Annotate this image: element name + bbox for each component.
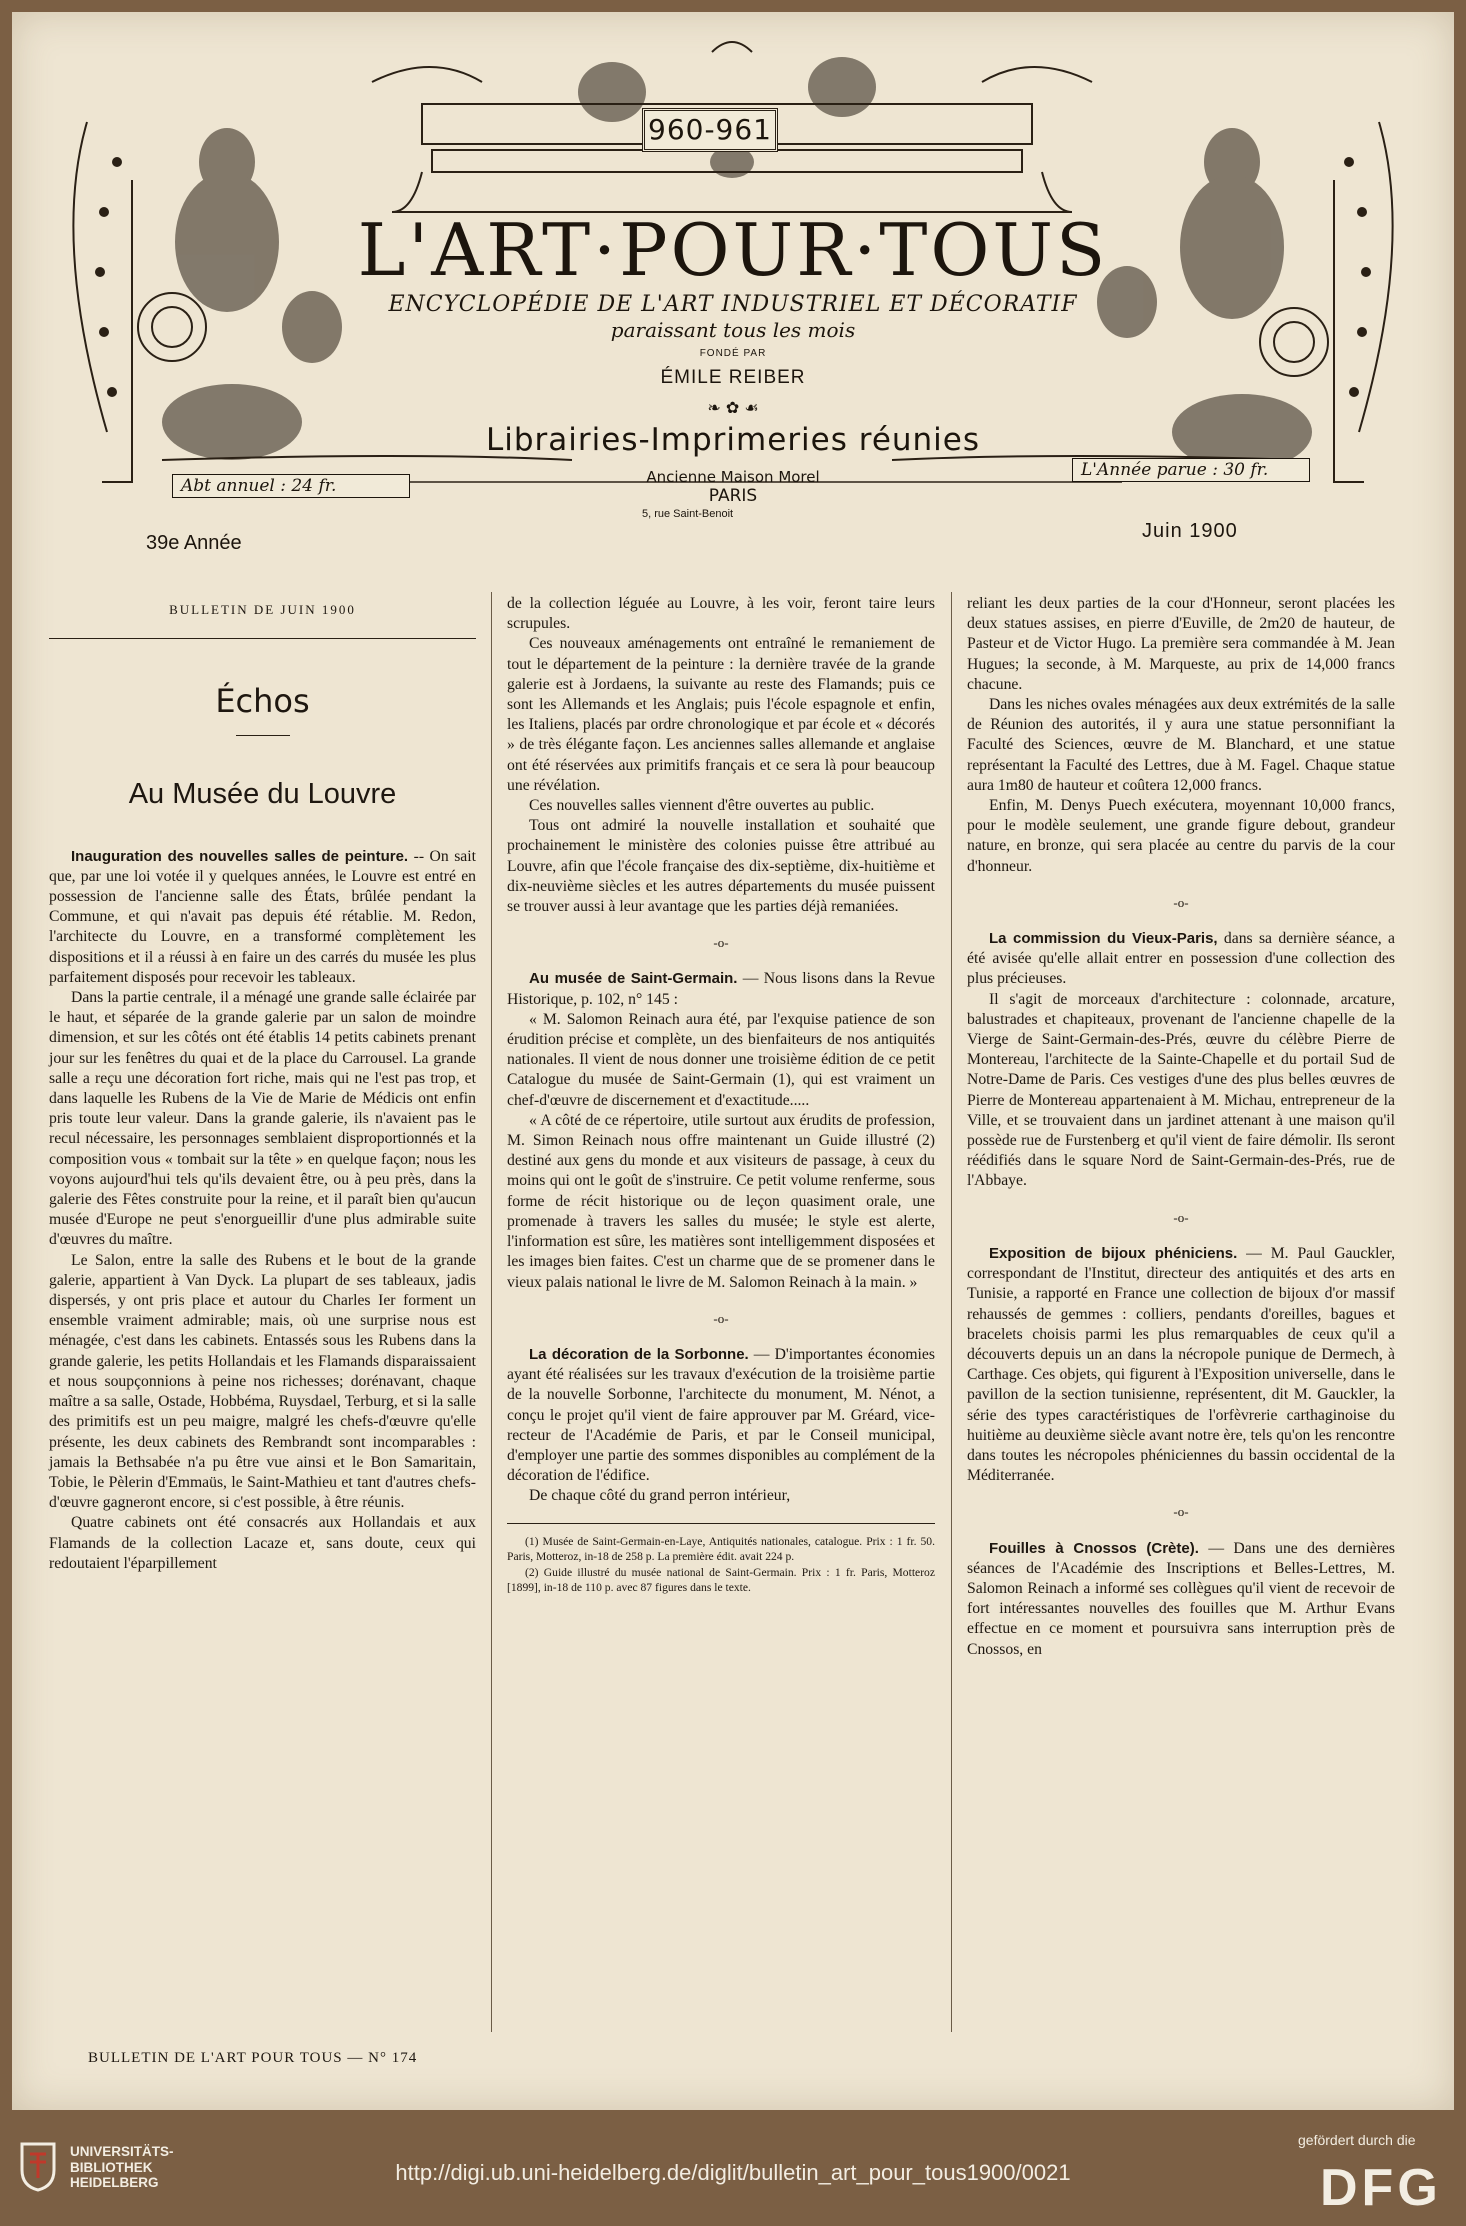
founded-by-label: FONDÉ PAR <box>699 348 767 359</box>
article-title: Au Musée du Louvre <box>128 778 397 811</box>
separator: -o- <box>713 1310 729 1326</box>
paragraph: Ces nouveaux aménagements ont entraîné le remaniement de tout le département de la peinture : la dernière travée de la grande galerie est à Jordaens, la suivante au reste des Flamands; puis ce sont les Allemands et les Anglais; puis l'école espagnole et enfin, les Italiens, placés par ordre chronologique et par école et « décorés » de très élégante façon. Les anciennes salles allemande et anglaise ont été réservées aux primitifs français et ce sera là pour beaucoup une révélation. <box>507 635 935 794</box>
paragraph: Au musée de Saint-Germain. — Nous lisons dans la Revue Historique, p. 102, n° 145 : <box>507 970 935 1008</box>
paragraph-lead: Fouilles à Cnossos (Crète). <box>989 1539 1199 1557</box>
heading-rule <box>49 638 476 639</box>
paragraph: Inauguration des nouvelles salles de peinture. -- On sait que, par une loi votée il y quelques années, le Louvre est entré en possession de l'ancienne salle des États, brûlée pendant la Commune, et qui n'avait pas depuis été rétablie. M. Redon, l'architecte du Louvre, en a transformé complètement les dispositions et il a réussi à en faire un des carrés du musée les plus parfaitement disposés pour recevoir les tableaux. <box>49 847 476 986</box>
short-rule <box>236 735 290 736</box>
dfg-logo: DFG <box>1320 2159 1442 2217</box>
paragraph: Il s'agit de morceaux d'architecture : colonnade, arcature, balustrades et chapiteaux, provenant de l'ancienne chapelle de la Vierge de Saint-Germain-des-Prés, œuvre du célèbre Pierre de Montereau, l'architecte de la Sainte-Chapelle et du portail Sud de Notre-Dame de Paris. Ces vestiges d'une des plus belles œuvres de Pierre de Montereau appartenaient à M. Michau, entrepreneur de la Ville, et se trouvaient dans un jardinet attenant à une maison qu'il possède rue de Furstenberg et qu'il vient de faire démolir. Ils seront réédifiés dans le square Nord de Saint-Germain-des-Prés, rue de l'Abbaye. <box>967 990 1395 1190</box>
bulletin-heading: BULLETIN DE JUIN 1900 <box>169 602 356 617</box>
paragraph: Tous ont admiré la nouvelle installation et souhaité que prochainement le ministère des colonies puisse être attribué au Louvre, afin que l'école française des dix-septième, dix-huitième et dix-neuvième siècles et les autres départements du musée puissent se trouver aussi à leur avantage que les parties déjà remaniées. <box>507 817 935 916</box>
paragraph: Dans les niches ovales ménagées aux deux extrémités de la salle de Réunion des autorités, il y aura une statue personnifiant la Faculté des Sciences, œuvre de M. Blanchard, et une statue représentant la Faculté des Lettres, due à M. Fagel. Chaque statue aura 1m80 de hauteur et coûtera 12,000 francs. <box>967 696 1395 794</box>
fleuron-ornament: ❧ ✿ ☙ <box>707 398 759 417</box>
paragraph: La commission du Vieux-Paris, dans sa dernière séance, a été avisée qu'elle allait entrer en possession d'une collection des plus précieuses. <box>967 930 1395 988</box>
paragraph-lead: La décoration de la Sorbonne. <box>529 1345 749 1363</box>
paragraph: Enfin, M. Denys Puech exécutera, moyennant 10,000 francs, pour le modèle seulement, une grande figure debout, grandeur nature, en bronze, qui sera placée au centre du parvis de la cour d'honneur. <box>967 797 1395 875</box>
masthead <box>12 12 1454 572</box>
column-1 <box>49 594 476 1574</box>
periodicity: paraissant tous les mois <box>610 318 856 342</box>
footnotes <box>507 1523 935 1596</box>
publisher-city: PARIS <box>708 486 758 506</box>
paragraph: de la collection léguée au Louvre, à les voir, feront taire leurs scrupules. <box>507 595 935 633</box>
institution-name: UNIVERSITÄTS- BIBLIOTHEK HEIDELBERG <box>70 2144 174 2190</box>
paragraph: De chaque côté du grand perron intérieur, <box>529 1487 791 1505</box>
paragraph: Fouilles à Cnossos (Crète). — Dans une des dernières séances de l'Académie des Inscriptions et Belles-Lettres, M. Salomon Reinach a informé ses collègues qu'il vient de recevoir de fort intéressantes nouvelles des fouilles que M. Arthur Evans effectue en ce moment et poursuivra sans interruption près de Cnossos, en <box>967 1539 1395 1658</box>
column-divider <box>951 592 952 2032</box>
funding-label: gefördert durch die <box>1298 2132 1416 2148</box>
footnote: (2) Guide illustré du musée national de Saint-Germain. Prix : 1 fr. Paris, Motteroz [1899], in-18 de 110 p. avec 87 figures dans le texte. <box>507 1565 935 1595</box>
founder-name: ÉMILE REIBER <box>660 367 806 388</box>
paragraph: reliant les deux parties de la cour d'Honneur, seront placées les deux statues assises, en pierre d'Euville, de 2m20 de hauteur, de Pasteur et de Victor Hugo. La première sera commandée à M. Jean Hugues; la seconde, à M. Marqueste, au prix de 14,000 francs chacune. <box>967 595 1395 693</box>
separator: -o- <box>1173 894 1189 910</box>
footnote: (1) Musée de Saint-Germain-en-Laye, Antiquités nationales, catalogue. Prix : 1 fr. 50. Paris, Motteroz, in-18 de 258 p. La première édit. avait 224 p. <box>507 1534 935 1564</box>
separator: -o- <box>713 935 729 951</box>
issue-date: Juin 1900 <box>1142 520 1238 542</box>
page <box>12 12 1454 2110</box>
annual-volume-price: L'Année parue : 30 fr. <box>1072 458 1310 482</box>
paragraph: Exposition de bijoux phéniciens. — M. Paul Gauckler, correspondant de l'Institut, directeur des antiquités et des arts en Tunisie, a rapporté en France une collection de bijoux d'or massif rehaussés de gemmes : colliers, pendants d'oreilles, bagues et bracelets choisis parmi les plus remarquables de ceux qu'il a découverts depuis un an dans la nécropole punique de Dermech, à Carthage. Ces objets, qui figurent à l'Exposition universelle, dans le pavillon de la section tunisienne, représentent, dit M. Gauckler, la série des types caractéristiques de l'orfèvrerie carthaginoise du huitième au deuxième siècle avant notre ère, tels qu'on les rencontre dans toutes les nécropoles phéniciennes du bassin occidental de la Méditerranée. <box>967 1244 1395 1485</box>
volume-year: 39e Année <box>146 532 242 554</box>
paragraph: Ces nouvelles salles viennent d'être ouvertes au public. <box>529 797 875 815</box>
subscription-price: Abt annuel : 24 fr. <box>172 474 410 498</box>
permalink-url[interactable]: http://digi.ub.uni-heidelberg.de/diglit/bulletin_art_pour_tous1900/0021 <box>395 2160 1071 2185</box>
paragraph: « M. Salomon Reinach aura été, par l'exquise patience de son érudition précise et complète, un des bienfaiteurs de nos antiquités nationales. Il vient de nous donner une troisième édition de ce petit Catalogue du musée de Saint-Germain (1), qui est vraiment un chef-d'œuvre de discernement et d'exactitude..... <box>507 1010 935 1109</box>
column-2 <box>507 594 935 1596</box>
issue-number: 960-961 <box>642 108 778 152</box>
publisher-address: 5, rue Saint-Benoit <box>642 508 734 520</box>
paragraph: Le Salon, entre la salle des Rubens et le bout de la grande galerie, appartient à Van Dyck. La plupart de ses tableaux, jadis dispersés, y ont pris place et autour du Charles Ier forment un ensemble vraiment admirable; mais, où une surprise nous est ménagée, c'est dans les cabinets. Entassés sous les Rubens dans la grande galerie, les petits Hollandais et les Flamands disparaissaient et nous soupçonnions à peine nos richesses; dorénavant, chaque maître a sa salle, Ostade, Hobbéma, Ruysdael, Terburg, et si la salle des primitifs est un peu maigre, malgré les chefs-d'œuvre qu'elle présente, les deux cabinets des Rembrandt sont incomparables : jamais la Bethsabée n'a pu être vue ainsi et le Bon Samaritain, Tobie, le Pèlerin d'Emmaüs, le Saint-Mathieu et tant d'autres chefs-d'œuvre gagneront encore, si c'est possible, à être réunis. <box>49 1251 476 1512</box>
separator: -o- <box>1173 1504 1189 1520</box>
column-divider <box>491 592 492 2032</box>
journal-title: L'ART·POUR·TOUS <box>357 208 1109 292</box>
paragraph-lead: Inauguration des nouvelles salles de peinture. <box>71 847 409 865</box>
column-3 <box>967 594 1395 1660</box>
paragraph: Quatre cabinets ont été consacrés aux Hollandais et aux Flamands de la collection Lacaze et, sans doute, ceux qui redoutaient l'éparpillement <box>49 1514 476 1572</box>
paragraph: « A côté de ce répertoire, utile surtout aux érudits de profession, M. Simon Reinach nous offre maintenant un Guide illustré (2) destiné aux gens du monde et aux visiteurs de passage, à ceux du moins qui ont le goût de s'instruire. Ce petit volume renferme, sous forme de récit historique ou de leçon quasiment orale, une promenade à travers les salles du musée; le style est alerte, l'information est sûre, les matières sont intelligemment disposées et les images bien faites. C'est un charme que de se promener dans le vieux palais national le livre de M. Salomon Reinach à la main. » <box>507 1111 935 1291</box>
publisher: Librairies-Imprimeries réunies <box>485 422 981 458</box>
paragraph-lead: La commission du Vieux-Paris, <box>989 930 1218 948</box>
journal-subtitle: ENCYCLOPÉDIE DE L'ART INDUSTRIEL ET DÉCORATIF <box>388 292 1078 317</box>
viewer-bottom-bar <box>0 2120 1466 2226</box>
section-heading: Échos <box>215 682 310 721</box>
paragraph-lead: Au musée de Saint-Germain. <box>529 970 738 988</box>
separator: -o- <box>1173 1209 1189 1225</box>
page-footer: BULLETIN DE L'ART POUR TOUS — N° 174 <box>88 2050 418 2066</box>
paragraph: Dans la partie centrale, il a ménagé une grande salle éclairée par le haut, et séparée de la grande galerie par un salon de moindre dimension, et sur les côtés ont été établis 14 petits cabinets prenant jour sur les fenêtres du quai et de la place du Carrousel. La grande salle a reçu une décoration fort riche, mais qui ne l'est pas trop, et dans laquelle les Rubens de la Vie de Marie de Médicis ont enfin pris toute leur valeur. Dans la grande galerie, ils n'avaient pas le recul nécessaire, les personnages semblaient disproportionnés et la composition vous « tombait sur la tête » en quelque façon; nous les voyons aujourd'hui tels qu'ils devaient être, ou à peu près, dans la galerie des Fêtes construite pour la reine, et il paraît bien qu'aucun musée d'Europe ne peut s'enorgueillir d'une plus admirable suite d'œuvres du maître. <box>49 989 476 1249</box>
paragraph-lead: Exposition de bijoux phéniciens. <box>989 1244 1238 1262</box>
paragraph: La décoration de la Sorbonne. — D'importantes économies ayant été réalisées sur les travaux d'exécution de la troisième partie de la nouvelle Sorbonne, l'architecte du monument, M. Nénot, a conçu le projet qu'il vient de faire approuver par M. Gréard, vice-recteur de l'Académie de Paris, et par le Conseil municipal, d'employer une partie des sommes disponibles au complément de la décoration de l'édifice. <box>507 1345 935 1485</box>
publisher-former-name: Ancienne Maison Morel <box>646 468 820 486</box>
